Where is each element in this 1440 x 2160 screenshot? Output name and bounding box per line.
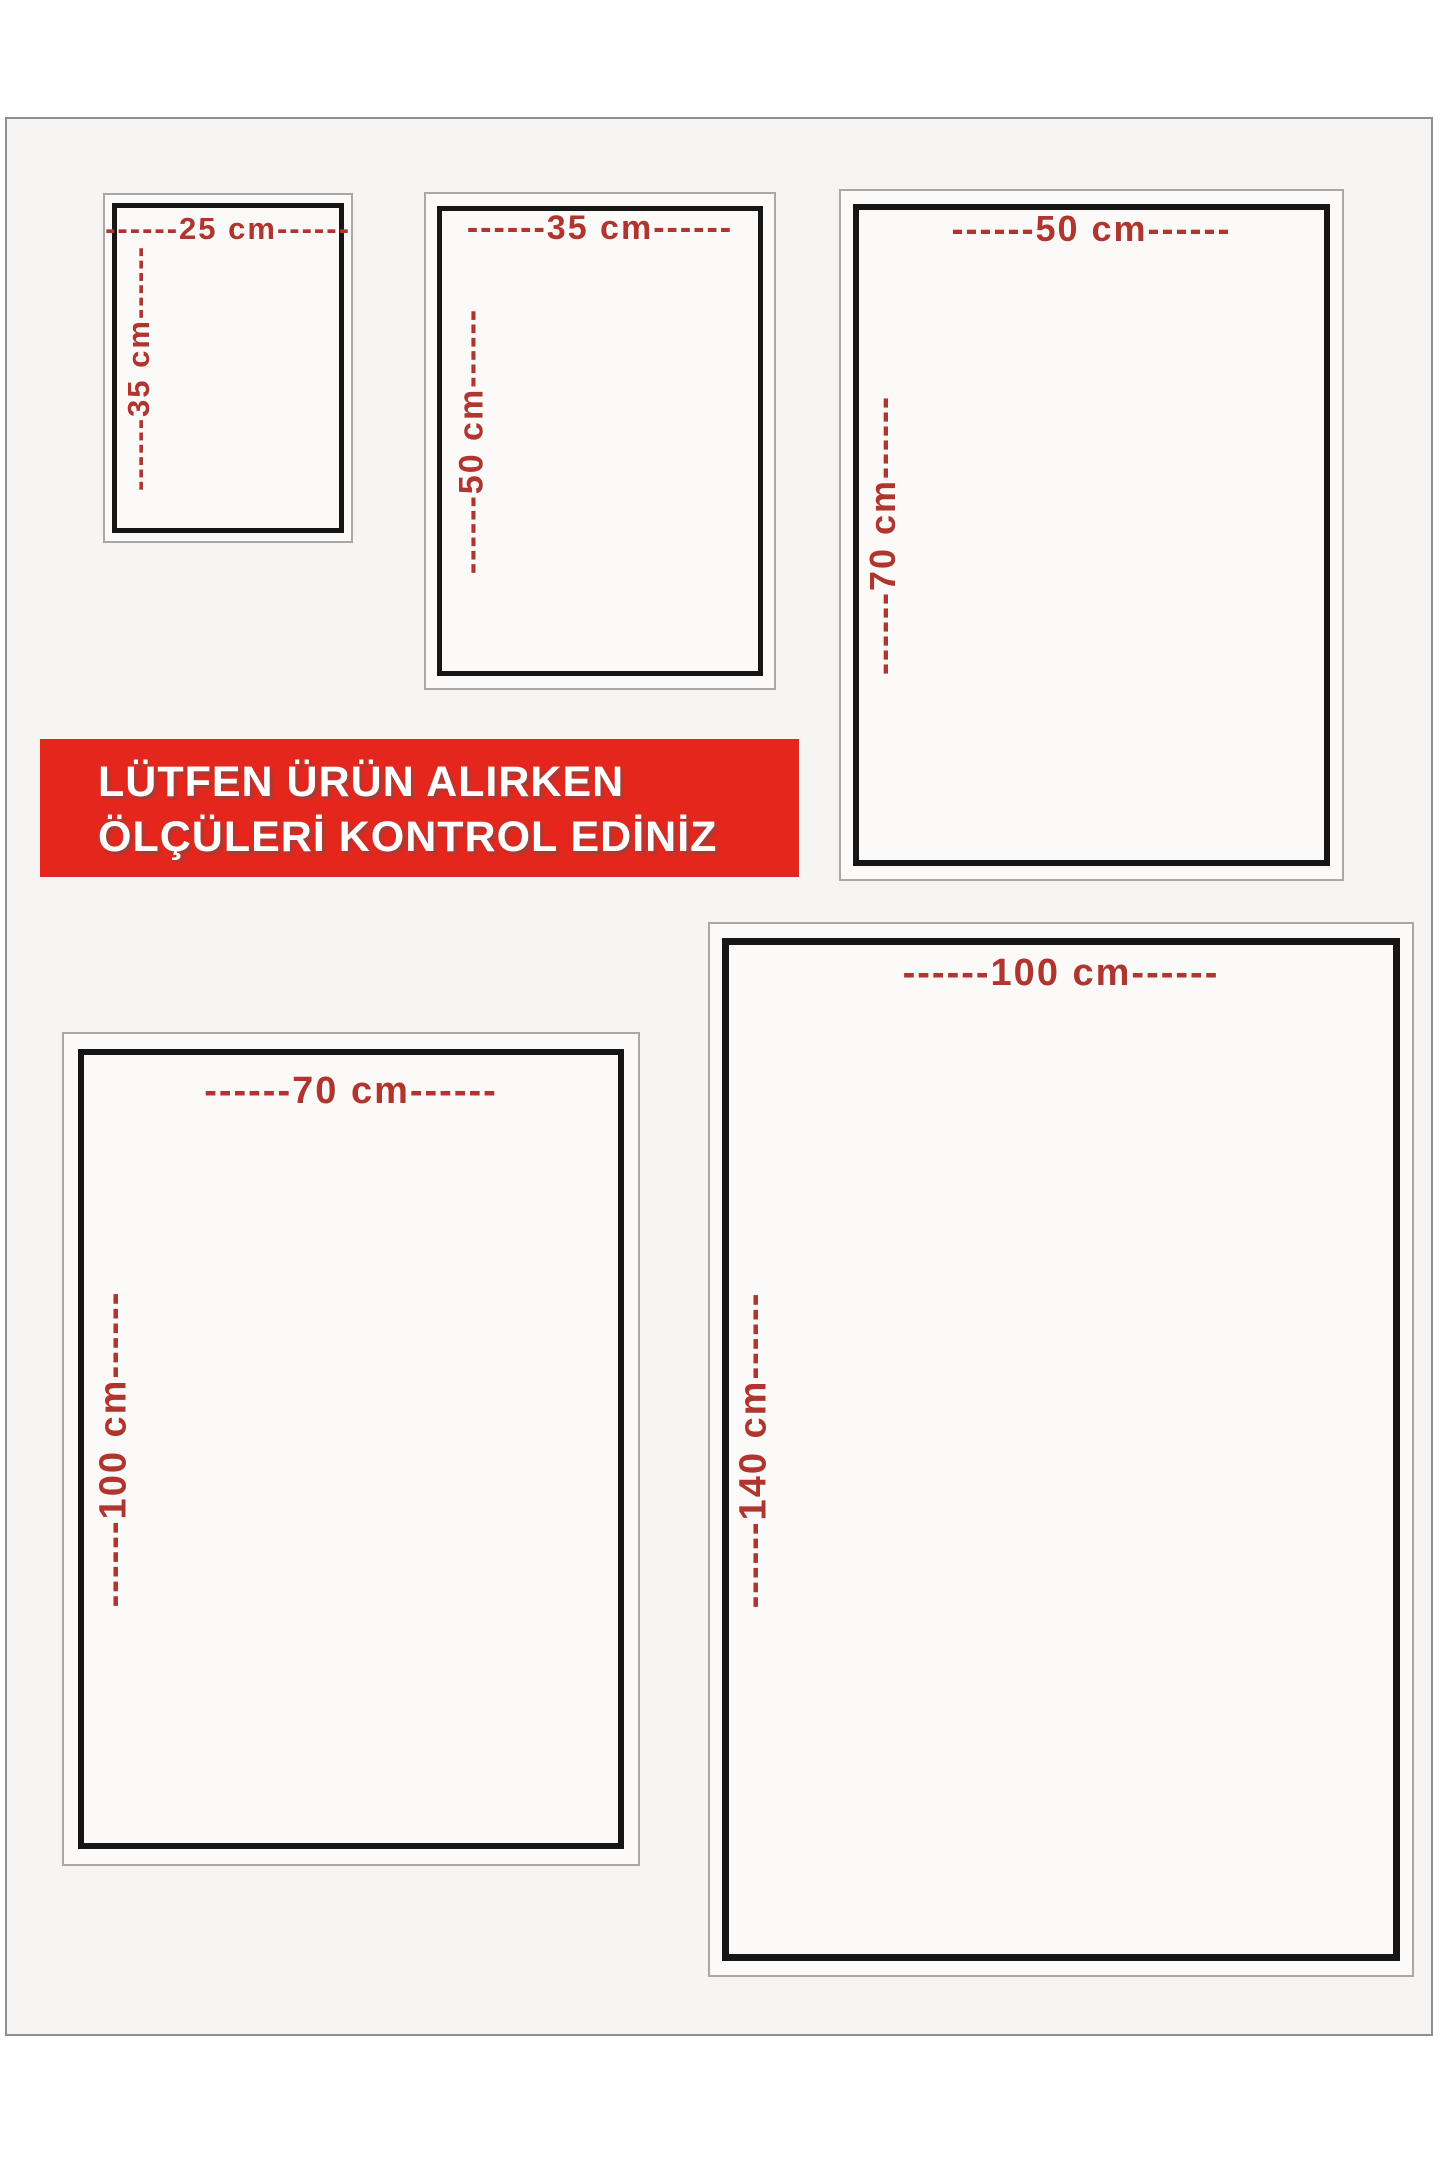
- width-label: ------70 cm------: [204, 1070, 498, 1112]
- height-label: ------35 cm------: [121, 245, 156, 491]
- height-label: ------100 cm------: [92, 1290, 135, 1608]
- height-label: ------140 cm------: [732, 1291, 775, 1608]
- size-box-inner-border: [722, 938, 1400, 1961]
- width-label: ------100 cm------: [902, 952, 1220, 994]
- size-box-inner-border: [78, 1049, 624, 1849]
- notice-banner: [40, 739, 799, 877]
- height-label: ------50 cm------: [452, 307, 491, 575]
- size-box-100x140: [708, 922, 1414, 1977]
- width-label: ------25 cm------: [105, 211, 351, 246]
- notice-line-1: LÜTFEN ÜRÜN ALIRKEN: [98, 758, 625, 806]
- size-box-25x35: [103, 193, 353, 543]
- size-box-35x50: [424, 192, 776, 690]
- size-box-inner-border: [853, 204, 1330, 866]
- width-label: ------50 cm------: [951, 208, 1232, 249]
- size-box-70x100: [62, 1032, 640, 1866]
- notice-line-2: ÖLÇÜLERİ KONTROL EDİNİZ: [98, 813, 718, 861]
- width-label: ------35 cm------: [466, 209, 734, 247]
- size-box-50x70: [839, 189, 1344, 881]
- height-label: ------70 cm------: [862, 395, 903, 675]
